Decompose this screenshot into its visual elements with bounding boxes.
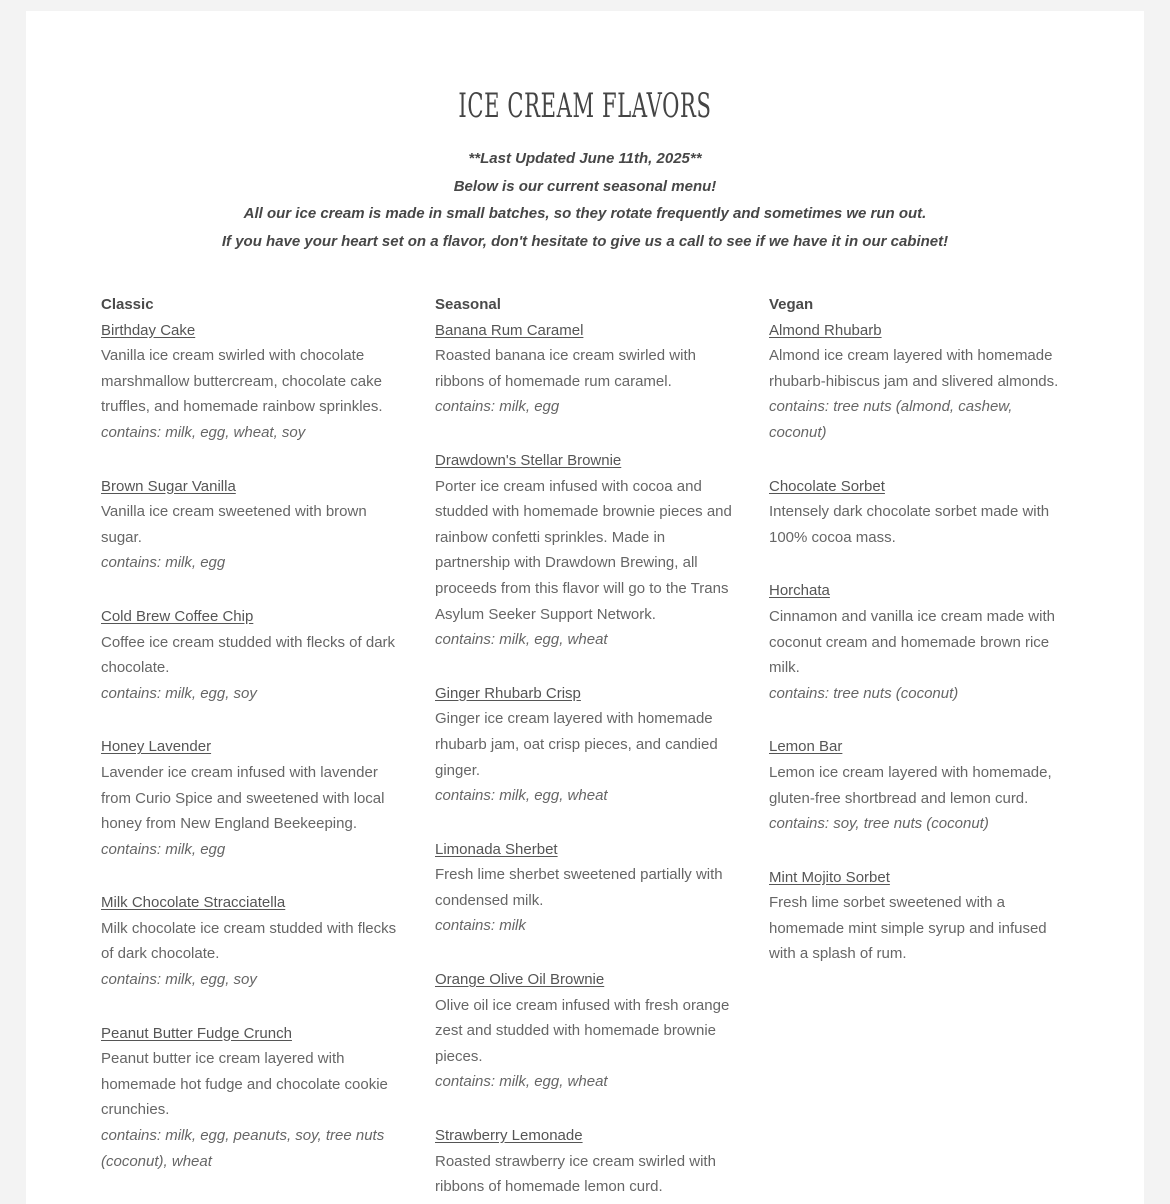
vegan-column — [769, 292, 1074, 995]
intro-line: If you have your heart set on a flavor, don't hesitate to give us a call to see if we have it in our cabinet! — [221, 232, 949, 250]
flavor-item — [101, 890, 401, 992]
flavor-name-link[interactable]: Almond Rhubarb — [769, 321, 882, 339]
flavor-description: Almond ice cream layered with homemade rhubarb-hibiscus jam and slivered almonds. — [769, 347, 1059, 390]
column-heading: Classic — [101, 296, 154, 313]
flavor-description: Roasted strawberry ice cream swirled with ribbons of homemade lemon curd. — [435, 1152, 716, 1196]
flavor-item — [769, 318, 1074, 446]
flavor-allergens: contains: milk, egg, soy — [101, 971, 257, 989]
flavor-description: Porter ice cream infused with cocoa and studded with homemade brownie pieces and rainbow confetti sprinkles. Made in partnership with Drawdown Brewing, all proceeds from this flavor will go to the Trans Asylum Seeker Support Network. — [435, 477, 732, 623]
flavor-allergens: contains: milk, egg, soy — [101, 684, 257, 702]
column-heading: Vegan — [769, 296, 814, 313]
flavor-description: Vanilla ice cream sweetened with brown sugar. — [101, 503, 367, 546]
flavor-item — [769, 734, 1074, 836]
flavor-name-link[interactable]: Mint Mojito Sorbet — [769, 868, 890, 886]
flavor-name-link[interactable]: Chocolate Sorbet — [769, 477, 885, 495]
flavor-name-link[interactable]: Horchata — [769, 582, 830, 600]
flavor-name-link[interactable]: Drawdown's Stellar Brownie — [435, 451, 622, 469]
page-title: ICE CREAM FLAVORS — [458, 86, 712, 126]
flavor-name-link[interactable]: Brown Sugar Vanilla — [101, 477, 236, 495]
flavor-list — [769, 318, 1074, 967]
flavor-list — [435, 318, 740, 1200]
flavor-item — [435, 448, 740, 653]
column-heading: Seasonal — [435, 296, 501, 313]
flavor-description: Peanut butter ice cream layered with homemade hot fudge and chocolate cookie crunchies. — [101, 1050, 388, 1119]
flavor-item — [435, 681, 740, 809]
flavor-list — [101, 318, 401, 1175]
flavor-name-link[interactable]: Cold Brew Coffee Chip — [101, 607, 254, 625]
flavor-name-link[interactable]: Limonada Sherbet — [435, 840, 558, 858]
seasonal-column — [435, 292, 740, 1204]
flavor-allergens: contains: soy, tree nuts (coconut) — [769, 815, 989, 833]
flavor-name-link[interactable]: Birthday Cake — [101, 321, 196, 339]
flavor-description: Vanilla ice cream swirled with chocolate marshmallow buttercream, chocolate cake truffles, and homemade rainbow sprinkles. — [101, 347, 383, 416]
flavor-allergens: contains: milk, egg, wheat — [435, 631, 608, 649]
last-updated-line: **Last Updated June 11th, 2025** — [468, 150, 702, 167]
flavor-item — [435, 967, 740, 1095]
flavor-description: Intensely dark chocolate sorbet made with 100% cocoa mass. — [769, 503, 1050, 546]
flavor-description: Fresh lime sherbet sweetened partially with condensed milk. — [435, 866, 723, 909]
flavor-allergens: contains: milk, egg — [435, 398, 560, 416]
flavor-allergens: contains: milk, egg, wheat — [435, 1073, 608, 1091]
flavor-description: Roasted banana ice cream swirled with ribbons of homemade rum caramel. — [435, 347, 696, 390]
flavor-description: Milk chocolate ice cream studded with flecks of dark chocolate. — [101, 919, 397, 963]
flavor-allergens: contains: milk, egg, peanuts, soy, tree nuts (coconut), wheat — [101, 1127, 385, 1170]
flavor-description: Cinnamon and vanilla ice cream made with coconut cream and homemade brown rice milk. — [769, 607, 1055, 677]
flavor-item — [435, 837, 740, 939]
flavor-item — [769, 474, 1074, 551]
flavor-item — [769, 578, 1074, 706]
flavor-name-link[interactable]: Honey Lavender — [101, 738, 212, 756]
intro-line: All our ice cream is made in small batches, so they rotate frequently and sometimes we run out. — [243, 205, 927, 222]
menu-page — [26, 11, 1144, 1204]
flavor-allergens: contains: milk, egg — [101, 554, 226, 572]
flavor-allergens: contains: tree nuts (almond, cashew, coconut) — [769, 398, 1013, 441]
flavor-description: Lavender ice cream infused with lavender from Curio Spice and sweetened with local honey from New England Beekeeping. — [101, 763, 385, 833]
flavor-allergens: contains: milk, egg, wheat — [435, 787, 608, 805]
flavor-name-link[interactable]: Orange Olive Oil Brownie — [435, 971, 605, 989]
classic-column — [101, 292, 401, 1202]
flavor-item — [101, 1021, 401, 1175]
flavor-item — [769, 865, 1074, 967]
flavor-description: Coffee ice cream studded with flecks of dark chocolate. — [101, 633, 396, 677]
flavor-allergens: contains: milk, egg, wheat, soy — [101, 423, 306, 441]
flavor-item — [435, 318, 740, 420]
flavor-name-link[interactable]: Peanut Butter Fudge Crunch — [101, 1024, 292, 1042]
intro-line: Below is our current seasonal menu! — [453, 177, 717, 195]
flavor-allergens: contains: tree nuts (coconut) — [769, 684, 959, 702]
intro-text — [26, 145, 1144, 255]
flavor-allergens: contains: milk, egg — [101, 840, 226, 858]
flavor-item — [435, 1123, 740, 1200]
flavor-description: Fresh lime sorbet sweetened with a homemade mint simple syrup and infused with a splash of rum. — [769, 894, 1047, 963]
flavor-description: Ginger ice cream layered with homemade rhubarb jam, oat crisp pieces, and candied ginger. — [435, 710, 718, 779]
flavor-name-link[interactable]: Banana Rum Caramel — [435, 321, 584, 339]
flavor-name-link[interactable]: Lemon Bar — [769, 738, 843, 756]
flavor-name-link[interactable]: Ginger Rhubarb Crisp — [435, 684, 581, 702]
flavor-description: Olive oil ice cream infused with fresh orange zest and studded with homemade brownie pieces. — [435, 996, 730, 1065]
flavor-description: Lemon ice cream layered with homemade, gluten-free shortbread and lemon curd. — [769, 763, 1052, 807]
flavor-item — [101, 734, 401, 862]
flavor-item — [101, 318, 401, 446]
flavor-item — [101, 604, 401, 706]
flavor-name-link[interactable]: Milk Chocolate Stracciatella — [101, 894, 286, 912]
flavor-allergens: contains: milk — [435, 917, 526, 935]
flavor-name-link[interactable]: Strawberry Lemonade — [435, 1127, 583, 1145]
flavor-item — [101, 474, 401, 576]
